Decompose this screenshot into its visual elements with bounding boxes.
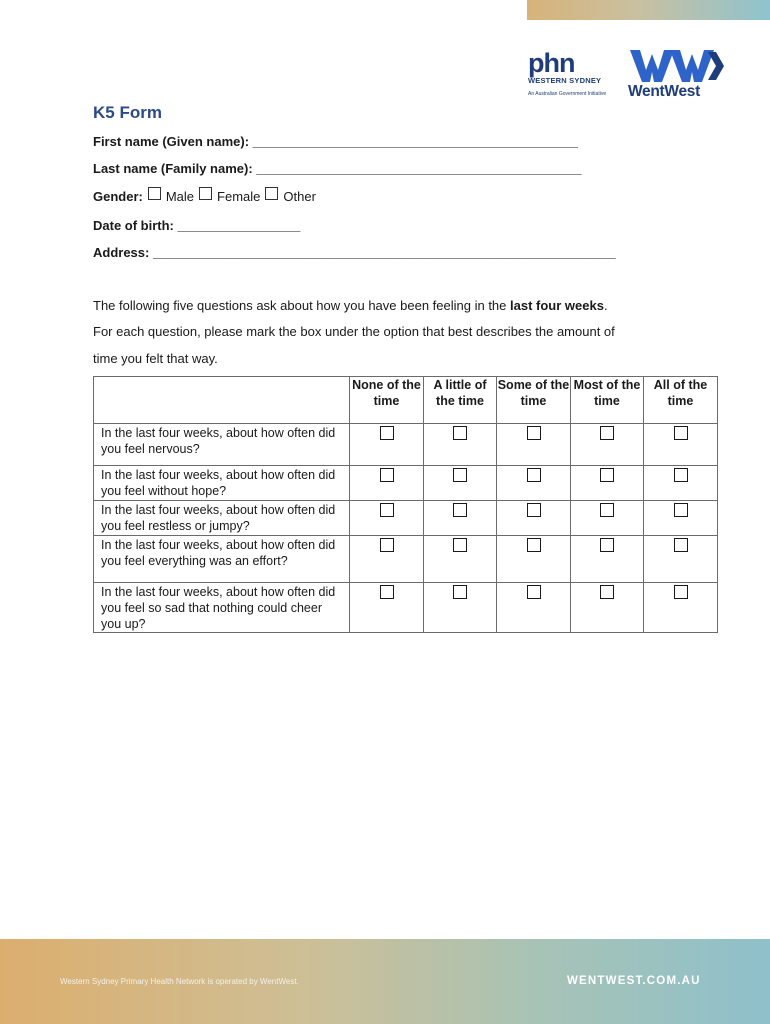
- phn-logo-word: phn: [528, 48, 575, 78]
- gender-other-label: Other: [283, 189, 316, 204]
- q2-all-checkbox[interactable]: [674, 468, 688, 482]
- footer-website-link[interactable]: WENTWEST.COM.AU: [567, 975, 701, 987]
- q3-none-checkbox[interactable]: [380, 503, 394, 517]
- table-row: [94, 424, 718, 466]
- phn-western-sydney-logo: [528, 48, 614, 102]
- phn-logo-region: WESTERN SYDNEY: [528, 76, 602, 85]
- first-name-field[interactable]: First name (Given name): _____________________________________________: [93, 134, 578, 149]
- q4-most-checkbox[interactable]: [600, 538, 614, 552]
- question-sad: In the last four weeks, about how often did you feel so sad that nothing could cheer you up?: [94, 583, 350, 633]
- q4-none-checkbox[interactable]: [380, 538, 394, 552]
- q4-some-checkbox[interactable]: [527, 538, 541, 552]
- q5-little-checkbox[interactable]: [453, 585, 467, 599]
- instruction-line-1-text: The following five questions ask about how you have been feeling in the: [93, 298, 510, 313]
- table-header-row: [94, 377, 718, 424]
- instruction-emphasis: last four weeks: [510, 298, 604, 313]
- address-field[interactable]: Address: ________________________________________________________________: [93, 245, 616, 260]
- q5-some-checkbox[interactable]: [527, 585, 541, 599]
- wentwest-mark-icon: [628, 48, 724, 84]
- q2-none-checkbox[interactable]: [380, 468, 394, 482]
- instruction-line-1: [93, 298, 608, 313]
- q3-all-checkbox[interactable]: [674, 503, 688, 517]
- header-all-of-the-time: All of the time: [644, 377, 718, 424]
- q1-little-checkbox[interactable]: [453, 426, 467, 440]
- instruction-line-2: For each question, please mark the box under the option that best describes the amount of: [93, 324, 615, 339]
- q2-most-checkbox[interactable]: [600, 468, 614, 482]
- gender-male-label: Male: [165, 189, 195, 204]
- question-without-hope: In the last four weeks, about how often did you feel without hope?: [94, 466, 350, 501]
- q4-all-checkbox[interactable]: [674, 538, 688, 552]
- page-title: K5 Form: [93, 103, 162, 122]
- header-none-of-the-time: None of the time: [350, 377, 424, 424]
- header-a-little-of-the-time: A little of the time: [424, 377, 497, 424]
- k5-questionnaire-table: [93, 376, 718, 633]
- q1-none-checkbox[interactable]: [380, 426, 394, 440]
- phn-logo-initiative: An Australian Government Initiative: [528, 91, 607, 97]
- header-blank: [94, 377, 350, 424]
- q3-most-checkbox[interactable]: [600, 503, 614, 517]
- question-effort: In the last four weeks, about how often did you feel everything was an effort?: [94, 536, 350, 583]
- table-row: [94, 536, 718, 583]
- q4-little-checkbox[interactable]: [453, 538, 467, 552]
- footer-operator-text: Western Sydney Primary Health Network is operated by WentWest.: [60, 977, 299, 986]
- q1-some-checkbox[interactable]: [527, 426, 541, 440]
- q1-most-checkbox[interactable]: [600, 426, 614, 440]
- q5-most-checkbox[interactable]: [600, 585, 614, 599]
- date-of-birth-field[interactable]: Date of birth: _________________: [93, 218, 301, 233]
- q5-all-checkbox[interactable]: [674, 585, 688, 599]
- instruction-line-1-end: .: [603, 298, 608, 313]
- gender-label: Gender:: [93, 189, 143, 204]
- wentwest-logo: [628, 48, 724, 100]
- question-nervous: In the last four weeks, about how often did you feel nervous?: [94, 424, 350, 466]
- q2-some-checkbox[interactable]: [527, 468, 541, 482]
- wentwest-logo-word: WentWest: [628, 83, 700, 100]
- footer-band: [0, 939, 770, 1024]
- q2-little-checkbox[interactable]: [453, 468, 467, 482]
- table-row: [94, 501, 718, 536]
- q5-none-checkbox[interactable]: [380, 585, 394, 599]
- table-row: [94, 583, 718, 633]
- last-name-field[interactable]: Last name (Family name): _____________________________________________: [93, 161, 582, 176]
- header-some-of-the-time: Some of the time: [497, 377, 571, 424]
- q3-some-checkbox[interactable]: [527, 503, 541, 517]
- q1-all-checkbox[interactable]: [674, 426, 688, 440]
- gender-male-checkbox[interactable]: [148, 187, 161, 200]
- q3-little-checkbox[interactable]: [453, 503, 467, 517]
- gender-row: [93, 189, 321, 204]
- question-restless: In the last four weeks, about how often did you feel restless or jumpy?: [94, 501, 350, 536]
- gender-female-checkbox[interactable]: [199, 187, 212, 200]
- instruction-line-3: time you felt that way.: [93, 351, 218, 366]
- top-decorative-band: [527, 0, 770, 20]
- table-row: [94, 466, 718, 501]
- header-most-of-the-time: Most of the time: [571, 377, 644, 424]
- gender-other-checkbox[interactable]: [265, 187, 278, 200]
- gender-female-label: Female: [217, 189, 261, 204]
